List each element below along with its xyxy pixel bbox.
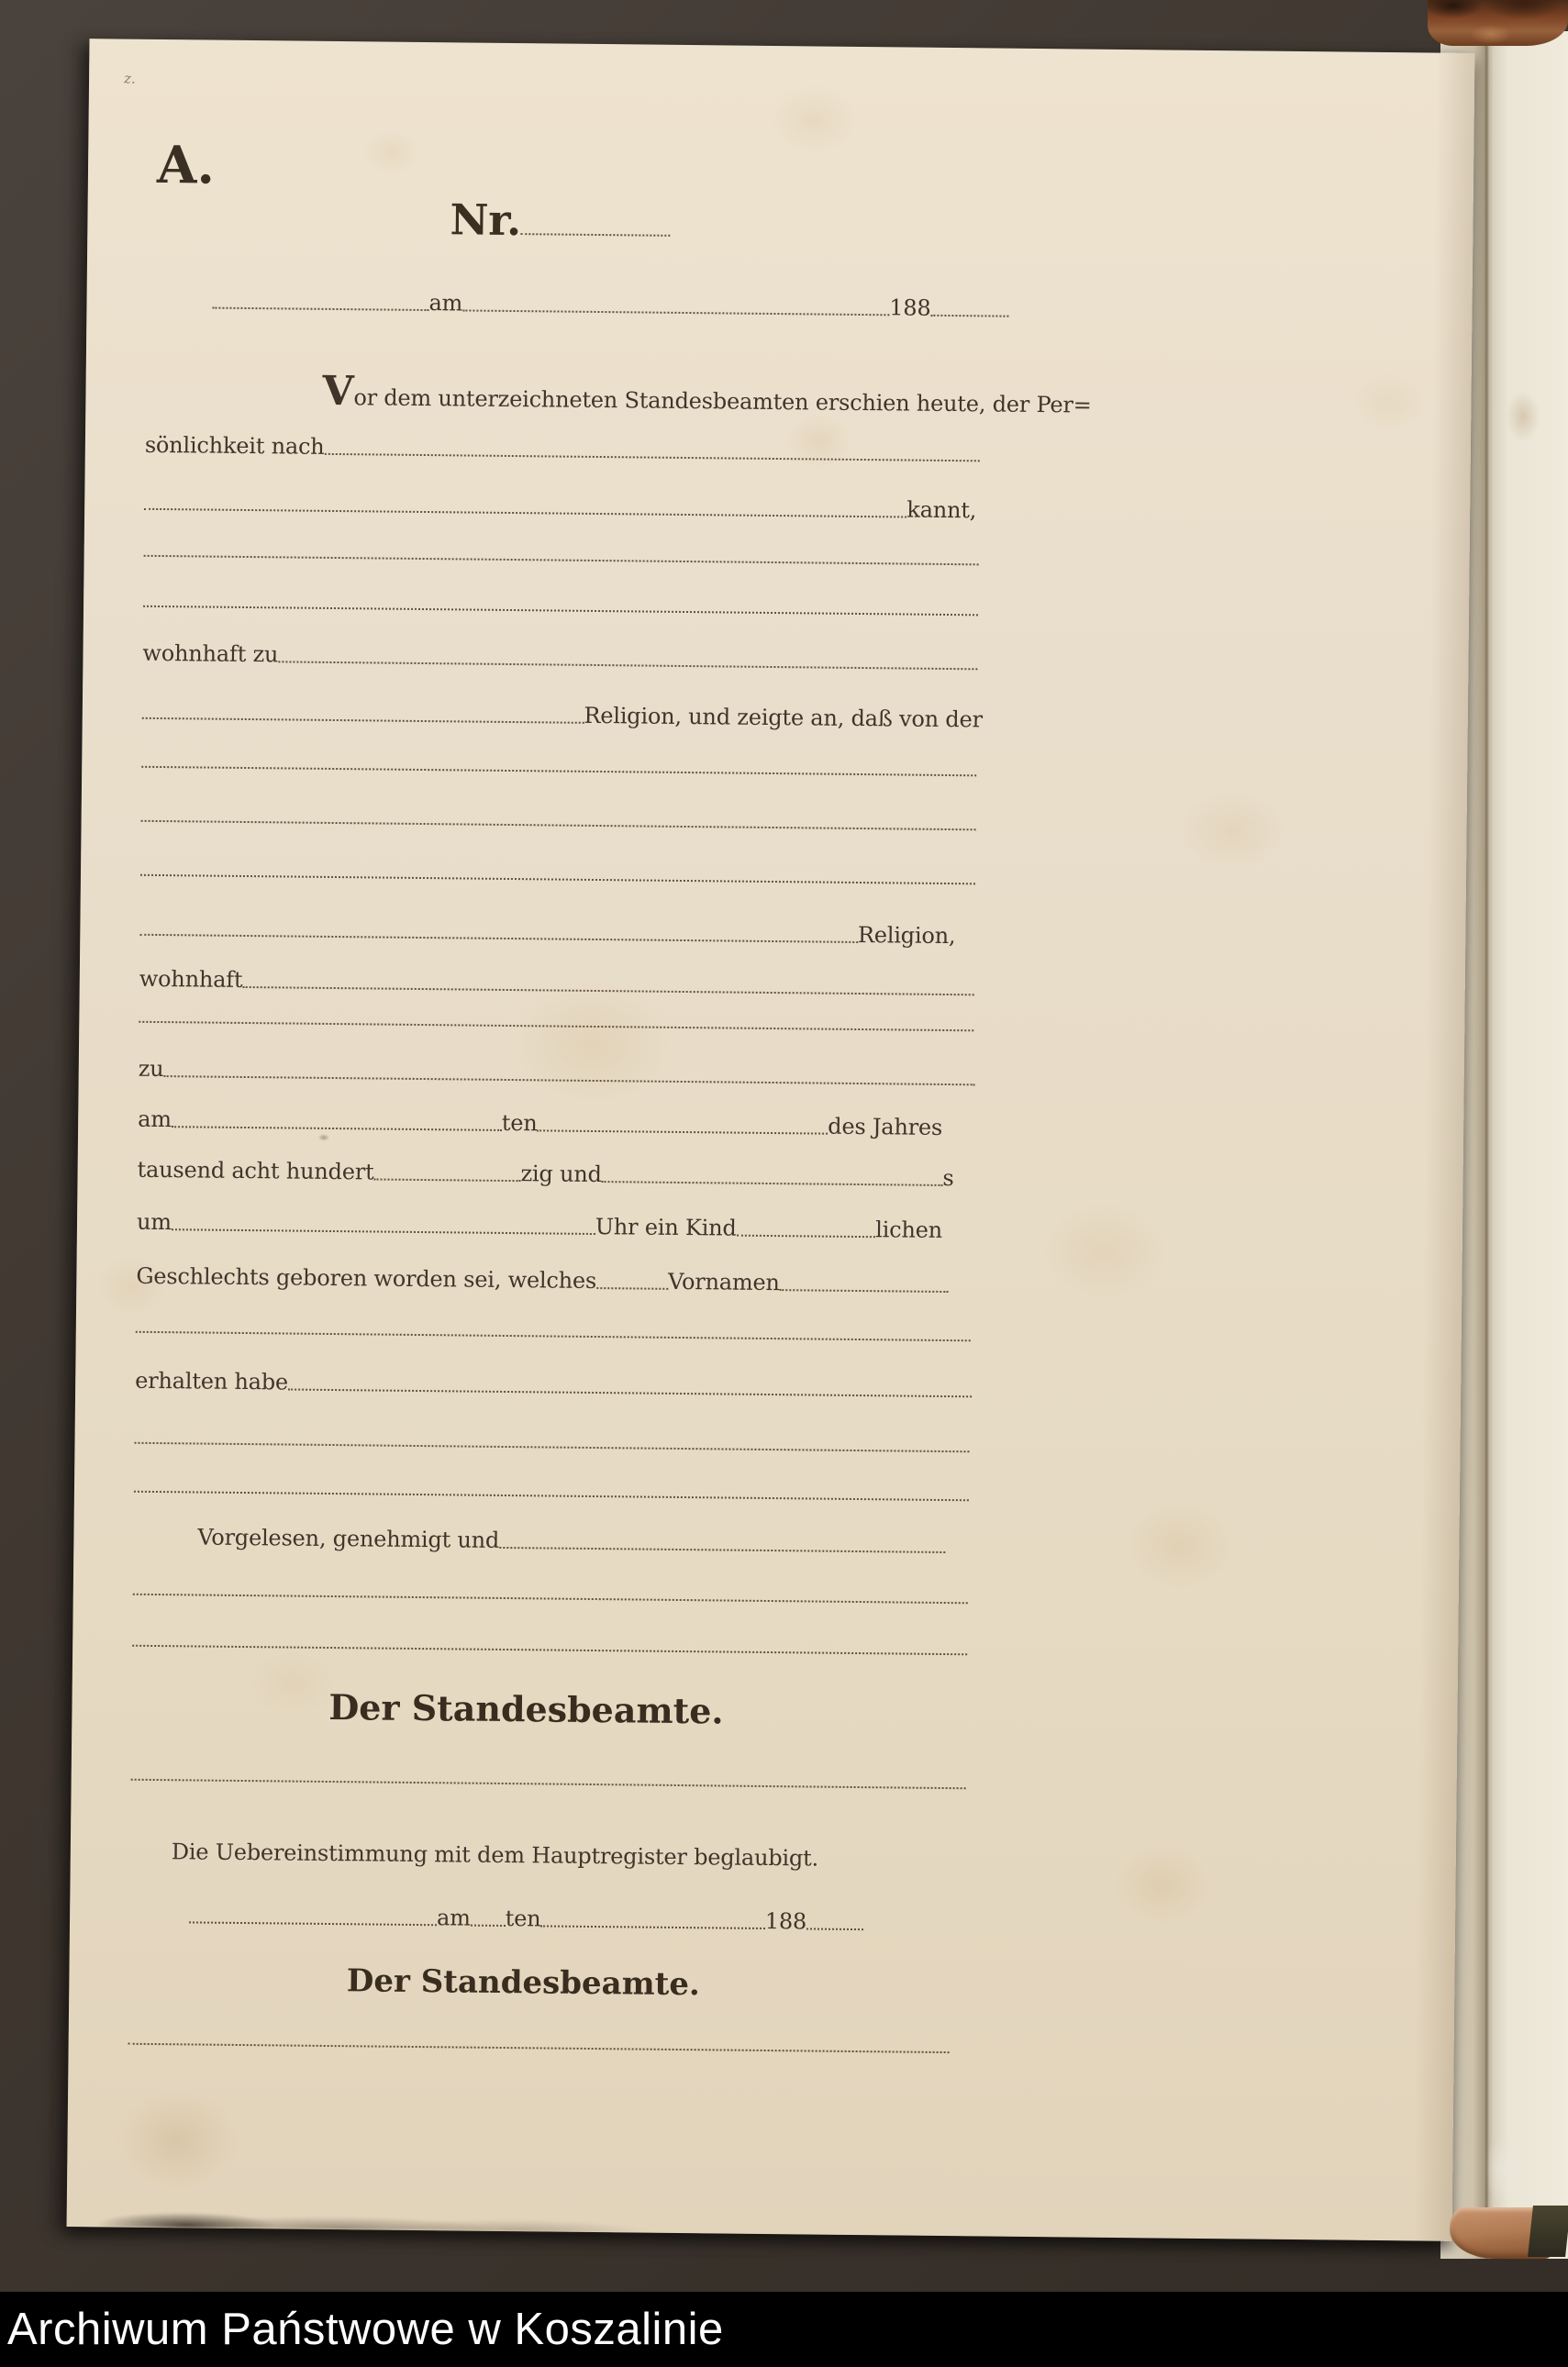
- tausend-label: tausend acht hundert: [137, 1156, 374, 1185]
- dotted-fill: [596, 1287, 668, 1290]
- am-label: am: [138, 1106, 172, 1133]
- uhr-ein-kind-label: Uhr ein Kind: [595, 1214, 737, 1241]
- dotted-fill: [278, 661, 977, 670]
- zu-row: [139, 1057, 975, 1090]
- geschlecht-row: [136, 1264, 948, 1297]
- dotted-fill: [242, 986, 973, 995]
- vorgelesen-label: Vorgelesen, genehmigt und: [197, 1524, 500, 1553]
- dotted-fill: [212, 306, 428, 310]
- dotted-fill: [163, 1075, 974, 1085]
- dotted-fill: [288, 1388, 972, 1397]
- dotted-fill: [521, 233, 671, 237]
- religion-label: Religion,: [857, 921, 956, 950]
- dotted-fill: [142, 717, 584, 724]
- dotted-fill: [780, 1289, 949, 1293]
- zu-label: zu: [138, 1055, 164, 1083]
- dotted-fill: [806, 1928, 863, 1930]
- kannt-label: kannt,: [906, 496, 977, 524]
- jahr-row: [137, 1158, 953, 1191]
- dotted-line: [134, 1491, 969, 1502]
- nr-label: Nr.: [450, 194, 522, 246]
- dotted-line: [141, 766, 976, 777]
- dotted-fill: [139, 934, 858, 943]
- des-jahres-label: des Jahres: [828, 1113, 943, 1140]
- erhalten-habe-label: erhalten habe: [135, 1367, 289, 1395]
- dotted-line: [128, 2043, 950, 2053]
- form-type-letter: A.: [156, 134, 216, 196]
- uebereinstimmung-note: Die Uebereinstimmung mit dem Hauptregister beglaubigt.: [171, 1839, 819, 1872]
- dotted-fill: [537, 1129, 828, 1134]
- intro-text: or dem unterzeichneten Standesbeamten erschien heute, der Per=: [353, 384, 1092, 418]
- intro-row: [322, 367, 1092, 418]
- dotted-fill: [540, 1925, 764, 1929]
- wohnhaft-row: [139, 967, 974, 1000]
- dotted-fill: [499, 1547, 945, 1553]
- standesbeamte-heading: Der Standesbeamte.: [328, 1685, 724, 1732]
- lichen-label: lichen: [875, 1217, 943, 1243]
- dotted-fill: [324, 453, 979, 461]
- dotted-line: [134, 1442, 969, 1453]
- year-prefix: 188: [889, 294, 931, 321]
- geschlechts-label: Geschlechts geboren worden sei, welches: [136, 1262, 597, 1295]
- dotted-line: [131, 1779, 966, 1790]
- vornamen-label: Vornamen: [667, 1268, 780, 1296]
- religion-zeigte-row: [142, 699, 983, 732]
- date-header-row: [212, 289, 1008, 322]
- um-label: um: [136, 1208, 172, 1236]
- dotted-fill: [930, 315, 1008, 317]
- religion-zeigte-label: Religion, und zeigte an, daß von der: [584, 702, 983, 733]
- vorgelesen-row: [197, 1525, 945, 1557]
- wohnhaft-zu-label: wohnhaft zu: [142, 639, 279, 668]
- grime-smudge: [93, 2208, 680, 2233]
- dotted-fill: [471, 1924, 506, 1926]
- dotted-line: [136, 1331, 971, 1342]
- dotted-fill: [737, 1234, 876, 1238]
- drop-cap: V: [322, 367, 354, 416]
- wohnhaft-label: wohnhaft: [139, 965, 243, 993]
- am-label: am: [436, 1905, 471, 1931]
- dotted-line: [139, 1021, 973, 1032]
- kannt-row: [144, 490, 976, 523]
- zig-und-label: zig und: [520, 1161, 602, 1188]
- archive-name: Archiwum Państwowe w Koszalinie: [7, 2305, 724, 2354]
- beglaubigung-datum-row: [189, 1903, 863, 1935]
- dotted-fill: [189, 1921, 437, 1926]
- standesbeamte-heading-2: Der Standesbeamte.: [346, 1962, 701, 2004]
- uhrzeit-row: [137, 1210, 942, 1243]
- persoenlichkeit-row: [145, 433, 980, 466]
- pencil-mark: z.: [123, 70, 136, 87]
- s-suffix-label: s: [942, 1164, 954, 1192]
- erhalten-habe-row: [135, 1369, 972, 1402]
- dotted-line: [140, 874, 975, 885]
- religion-row: [139, 916, 955, 949]
- year-prefix: 188: [764, 1907, 807, 1935]
- ten-label: ten: [501, 1109, 538, 1137]
- leather-binding-corner-shadow: [1528, 2206, 1568, 2257]
- am-label: am: [428, 290, 463, 317]
- dotted-line: [141, 820, 976, 831]
- dotted-line: [133, 1594, 968, 1605]
- dotted-fill: [144, 508, 906, 518]
- ten-label: ten: [505, 1906, 541, 1932]
- dotted-fill: [373, 1178, 520, 1182]
- leather-binding-top: [1428, 0, 1568, 46]
- register-form-page: [67, 39, 1475, 2241]
- wohnhaft-zu-row: [142, 641, 977, 674]
- dotted-fill: [462, 309, 889, 316]
- geburtsdatum-row: [138, 1107, 942, 1140]
- dotted-line: [143, 606, 978, 617]
- dotted-line: [132, 1645, 967, 1656]
- nr-row: [450, 194, 670, 246]
- dotted-fill: [172, 1126, 502, 1131]
- persoenlichkeit-label: sönlichkeit nach: [144, 431, 325, 460]
- dotted-fill: [602, 1181, 943, 1186]
- dotted-fill: [172, 1228, 595, 1235]
- dotted-line: [144, 555, 979, 566]
- archive-caption-bar: [0, 2292, 1568, 2367]
